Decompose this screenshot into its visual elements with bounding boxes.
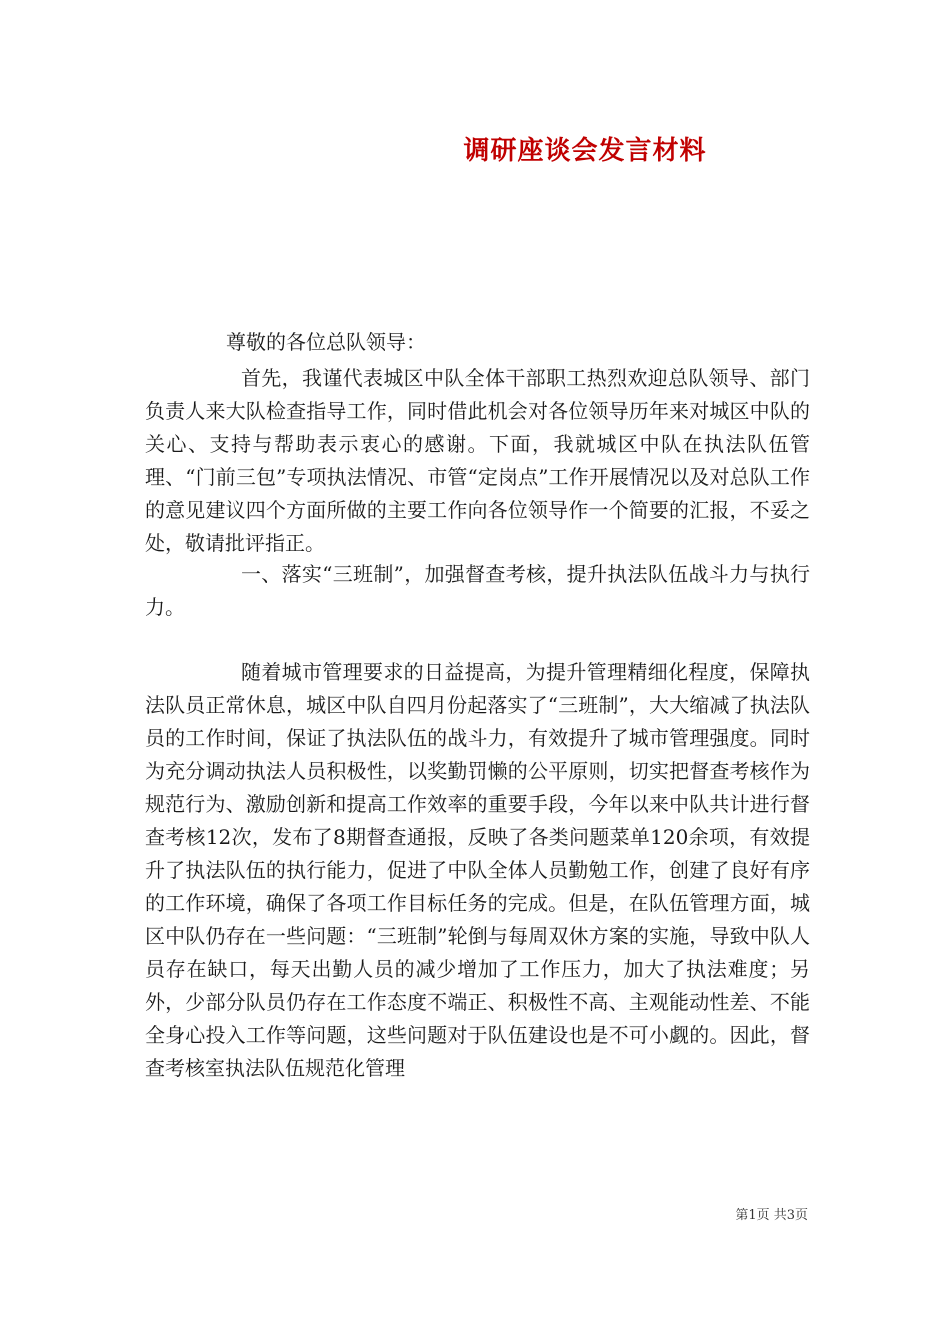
page-number-footer: 第1页 共3页 xyxy=(735,1208,808,1223)
document-title: 调研座谈会发言材料 xyxy=(463,136,707,166)
salutation: 尊敬的各位总队领导： xyxy=(226,330,426,354)
paragraph-intro: 首先，我谨代表城区中队全体干部职工热烈欢迎总队领导、部门负责人来大队检查指导工作，同时借此机会对各位领导历年来对城区中队的关心、支持与帮助表示衷心的感谢。下面，我就城区中队在执法队伍管理、“门前三包”专项执法情况、市管“定岗点”工作开展情况以及对总队工作的意见建议四个方面所做的主要工作向各位领导作一个简要的汇报，不妥之处，敬请批评指正。 xyxy=(145,366,810,555)
paragraph-section-heading: 一、落实“三班制”，加强督查考核，提升执法队伍战斗力与执行力。 xyxy=(145,562,810,619)
paragraph-body: 随着城市管理要求的日益提高，为提升管理精细化程度，保障执法队员正常休息，城区中队自四月份起落实了“三班制”，大大缩减了执法队员的工作时间，保证了执法队伍的战斗力，有效提升了城市管理强度。同时为充分调动执法人员积极性，以奖勤罚懒的公平原则，切实把督查考核作为规范行为、激励创新和提高工作效率的重要手段，今年以来中队共计进行督查考核12次，发布了8期督查通报，反映了各类问题菜单120余项，有效提升了执法队伍的执行能力，促进了中队全体人员勤勉工作，创建了良好有序的工作环境，确保了各项工作目标任务的完成。但是，在队伍管理方面，城区中队仍存在一些问题：“三班制”轮倒与每周双休方案的实施，导致中队人员存在缺口，每天出勤人员的减少增加了工作压力，加大了执法难度；另外，少部分队员仍存在工作态度不端正、积极性不高、主观能动性差、不能全身心投入工作等问题，这些问题对于队伍建设也是不可小觑的。因此，督查考核室执法队伍规范化管理 xyxy=(145,660,810,1080)
